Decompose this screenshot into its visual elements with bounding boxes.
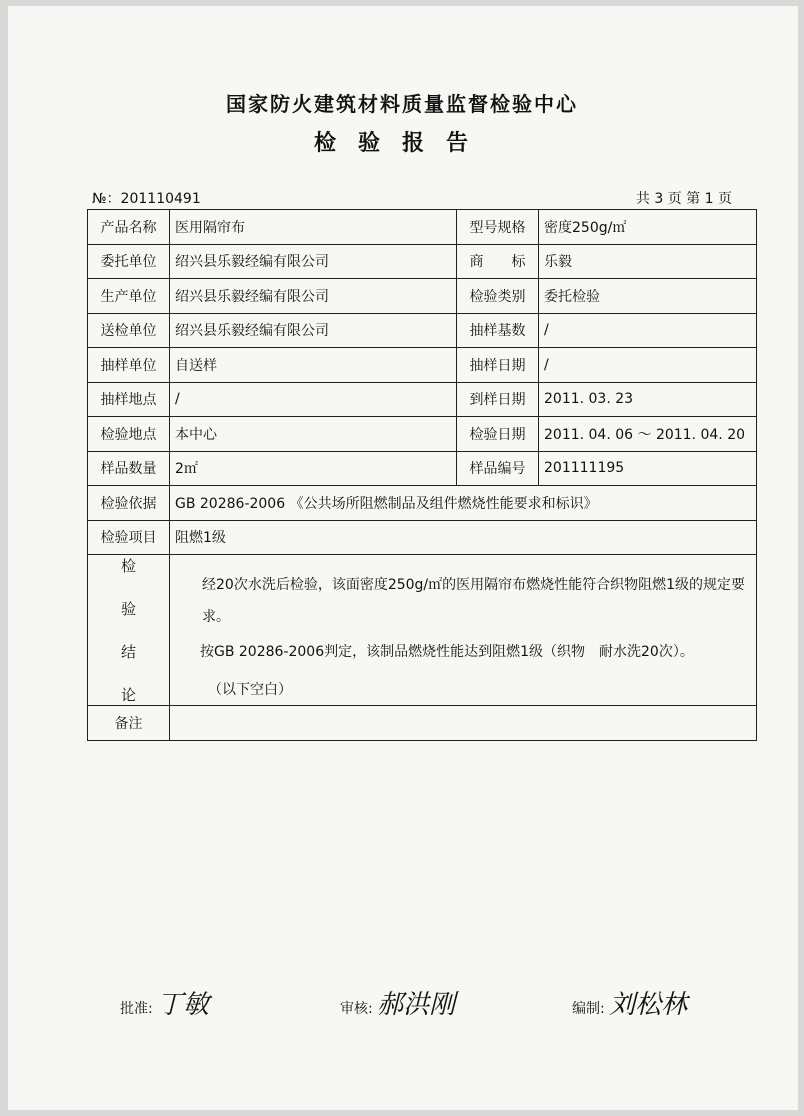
compiler-label: 编制: — [572, 1001, 605, 1017]
notes-value — [170, 706, 757, 741]
reviewer-signature: 郝洪刚 — [377, 990, 456, 1020]
field-value: 乐毅 — [539, 244, 757, 279]
conclusion-row — [88, 555, 757, 706]
field-label: 检验地点 — [88, 417, 170, 452]
conclusion-text: 经20次水洗后检验，该面密度250g/㎡的医用隔帘布燃烧性能符合织物阻燃1级的规定要求。 — [202, 577, 746, 625]
field-value: 委托检验 — [539, 279, 757, 314]
field-value: / — [539, 348, 757, 383]
field-label: 样品编号 — [457, 451, 539, 486]
compiler — [572, 984, 687, 1021]
table-row — [88, 313, 757, 348]
field-label: 样品数量 — [88, 451, 170, 486]
table-row — [88, 244, 757, 279]
field-value: 绍兴县乐毅经编有限公司 — [170, 313, 457, 348]
field-value: / — [539, 313, 757, 348]
approver-label: 批准: — [120, 1001, 153, 1017]
table-row — [88, 520, 757, 555]
field-value: 自送样 — [170, 348, 457, 383]
field-value: 绍兴县乐毅经编有限公司 — [170, 244, 457, 279]
report-table — [87, 209, 757, 741]
table-row — [88, 210, 757, 245]
field-label: 送检单位 — [88, 313, 170, 348]
field-label: 检验项目 — [88, 520, 170, 555]
blank-note: （以下空白） — [208, 682, 292, 698]
field-label: 抽样日期 — [457, 348, 539, 383]
approver-signature: 丁敏 — [157, 990, 210, 1020]
field-value: 2011. 04. 06 ～ 2011. 04. 20 — [539, 417, 757, 452]
field-value: 本中心 — [170, 417, 457, 452]
report-number: №：201110491 — [92, 191, 201, 207]
conclusion-content — [170, 555, 757, 706]
table-row — [88, 348, 757, 383]
table-row — [88, 382, 757, 417]
field-value: 阻燃1级 — [170, 520, 757, 555]
field-label: 商 标 — [457, 244, 539, 279]
table-row — [88, 279, 757, 314]
reviewer — [340, 984, 455, 1021]
field-label: 产品名称 — [88, 210, 170, 245]
report-title: 检验报告 — [313, 131, 490, 156]
table-row — [88, 417, 757, 452]
field-value: / — [170, 382, 457, 417]
field-value: 2㎡ — [170, 451, 457, 486]
field-label: 到样日期 — [457, 382, 539, 417]
org-title: 国家防火建筑材料质量监督检验中心 — [226, 92, 578, 116]
field-label: 委托单位 — [88, 244, 170, 279]
reviewer-label: 审核: — [340, 1001, 373, 1017]
page-count: 共 3 页 第 1 页 — [635, 191, 732, 207]
field-label: 检验类别 — [457, 279, 539, 314]
field-label: 生产单位 — [88, 279, 170, 314]
field-label: 检验日期 — [457, 417, 539, 452]
field-value: 医用隔帘布 — [170, 210, 457, 245]
field-value: 绍兴县乐毅经编有限公司 — [170, 279, 457, 314]
field-label: 抽样地点 — [88, 382, 170, 417]
field-label: 型号规格 — [457, 210, 539, 245]
table-row — [88, 486, 757, 521]
conclusion-judgement: 按GB 20286-2006判定，该制品燃烧性能达到阻燃1级（织物 耐水洗20次）。 — [200, 644, 694, 660]
conclusion-label: 检 验 结 论 — [88, 555, 170, 706]
field-label: 检验依据 — [88, 486, 170, 521]
field-value: 密度250g/㎡ — [539, 210, 757, 245]
field-value: 201111195 — [539, 451, 757, 486]
compiler-signature: 刘松林 — [609, 990, 688, 1020]
notes-label: 备注 — [88, 706, 170, 741]
field-value: 2011. 03. 23 — [539, 382, 757, 417]
field-value: GB 20286-2006 《公共场所阻燃制品及组件燃烧性能要求和标识》 — [170, 486, 757, 521]
table-row — [88, 706, 757, 741]
field-label: 抽样单位 — [88, 348, 170, 383]
field-label: 抽样基数 — [457, 313, 539, 348]
table-row — [88, 451, 757, 486]
approver — [120, 984, 209, 1021]
